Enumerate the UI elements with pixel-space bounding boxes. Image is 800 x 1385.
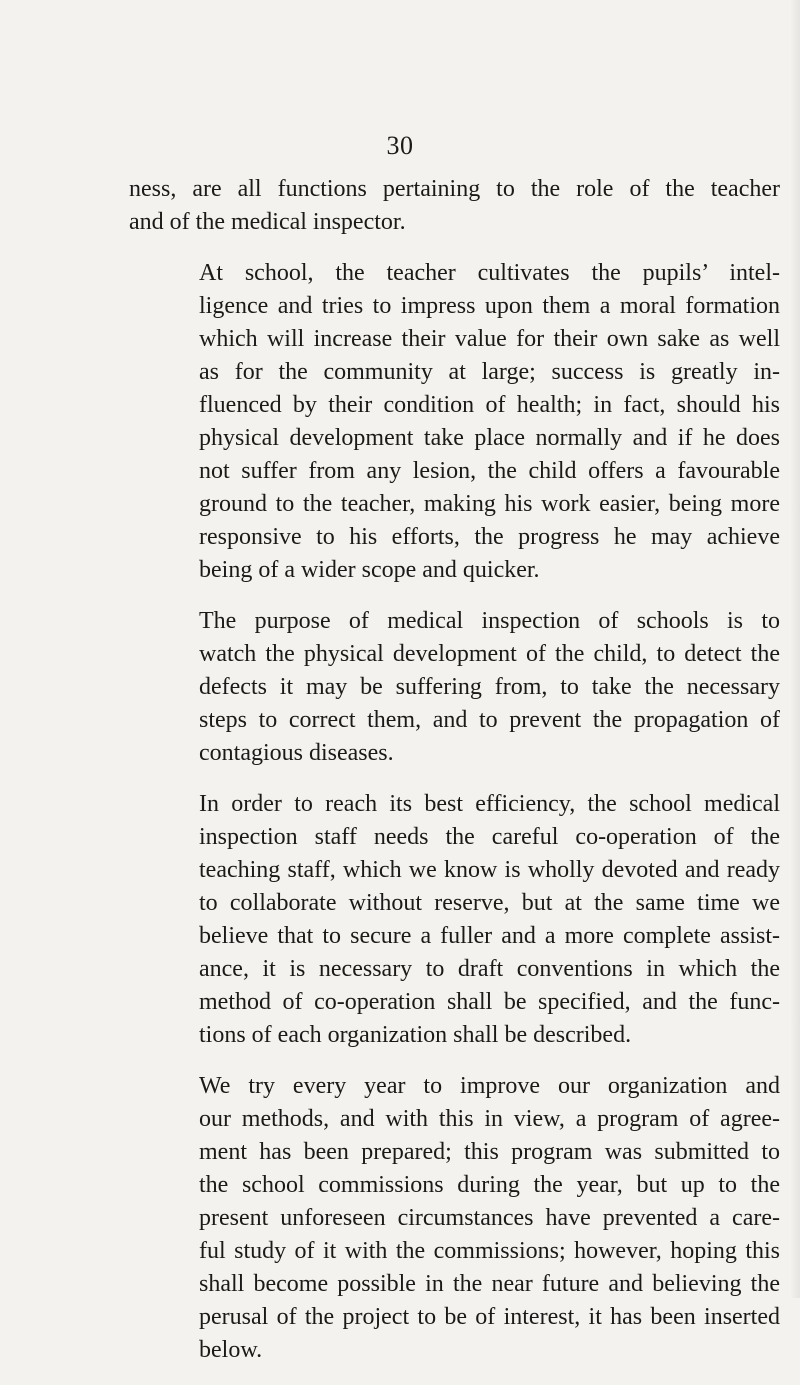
text-line: and of the medical inspector. [129,209,406,235]
text-line: method of co-operation shall be specified, and the func- [199,989,780,1015]
text-line: to collaborate without reserve, but at the same time we [199,890,780,916]
text-line: shall become possible in the near future and believing the [199,1271,780,1297]
text-line: inspection staff needs the careful co-operation of the [199,824,780,850]
text-line: defects it may be suffering from, to take the necessary [199,674,780,700]
text-line: physical development take place normally and if he does [199,425,780,451]
text-line: watch the physical development of the child, to detect the [199,641,780,667]
body-text [129,173,780,1385]
text-line: the school commissions during the year, but up to the [199,1172,780,1198]
text-line: responsive to his efforts, the progress he may achieve [199,524,780,550]
page-number: 30 [386,131,414,160]
text-line: which will increase their value for their own sake as well [199,326,780,352]
text-line: tions of each organization shall be described. [199,1022,632,1048]
text-line: ance, it is necessary to draft conventions in which the [199,956,780,982]
text-line: We try every year to improve our organization and [199,1073,780,1099]
paragraph-1 [129,173,780,239]
text-line: below. [199,1337,263,1363]
text-line: being of a wider scope and quicker. [199,557,540,583]
text-line: steps to correct them, and to prevent the propagation of [199,707,780,733]
text-line: In order to reach its best efficiency, the school medical [199,791,780,817]
text-line: our methods, and with this in view, a program of agree- [199,1106,780,1132]
page-edge-shadow [790,0,800,1298]
text-line: fluenced by their condition of health; in fact, should his [199,392,780,418]
text-line: At school, the teacher cultivates the pupils’ intel- [199,260,780,286]
text-line: as for the community at large; success is greatly in- [199,359,780,385]
paragraph-3 [129,605,780,770]
paragraph-2 [129,257,780,587]
text-line: not suffer from any lesion, the child offers a favourable [199,458,780,484]
text-line: teaching staff, which we know is wholly devoted and ready [199,857,780,883]
text-line: ment has been prepared; this program was submitted to [199,1139,780,1165]
text-line: believe that to secure a fuller and a more complete assist- [199,923,780,949]
text-line: ful study of it with the commissions; however, hoping this [199,1238,780,1264]
text-line: ground to the teacher, making his work easier, being more [199,491,780,517]
paragraph-5 [129,1070,780,1367]
text-line: The purpose of medical inspection of schools is to [199,608,780,634]
paragraph-4 [129,788,780,1052]
text-line: contagious diseases. [199,740,394,766]
text-line: present unforeseen circumstances have prevented a care- [199,1205,780,1231]
text-line: ligence and tries to impress upon them a moral formation [199,293,780,319]
text-line: perusal of the project to be of interest, it has been inserted [199,1304,780,1330]
text-line: ness, are all functions pertaining to the role of the teacher [129,176,780,202]
